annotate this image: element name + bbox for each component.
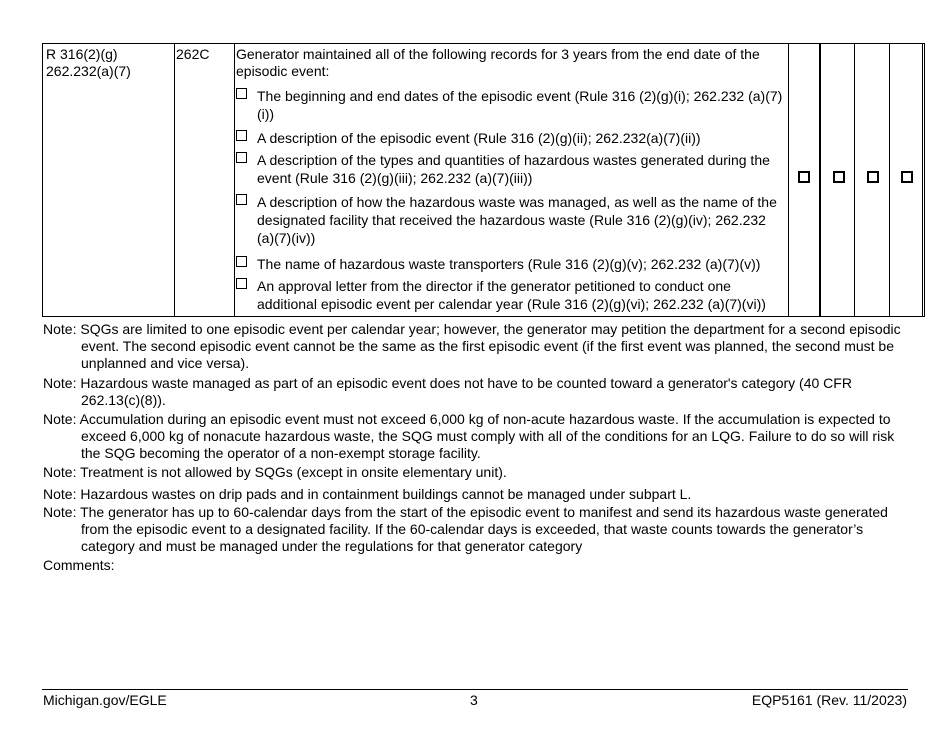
note [43, 486, 913, 503]
form-number: EQP5161 (Rev. 11/2023) [751, 692, 907, 708]
status-checkbox[interactable] [901, 171, 913, 183]
note-text: Note: Accumulation during an episodic event must not exceed 6,000 kg of non-acute hazardous waste. If the accumulation is expected to exceed 6,000 kg of nonacute hazardous waste, the SQG must comply with all of the conditions for an LQG. Failure to do so will risk the SQG becoming the operator of a non-exempt storage facility. [43, 411, 895, 461]
rule-citation [46, 46, 131, 80]
record-checkbox[interactable] [236, 152, 247, 163]
column-divider [922, 44, 923, 316]
note [43, 464, 913, 481]
record-item [236, 151, 786, 187]
record-item [236, 255, 786, 273]
footer-website: Michigan.gov/EGLE [43, 692, 167, 708]
note [43, 375, 913, 409]
record-checkbox[interactable] [236, 130, 247, 141]
requirement-code: 262C [176, 46, 210, 62]
requirement-intro: Generator maintained all of the following records for 3 years from the end date of the episodic event: [236, 46, 760, 79]
page-number: 3 [470, 692, 478, 708]
note-text: Note: The generator has up to 60-calendar days from the start of the episodic event to manifest and send its hazardous waste generated from the episodic event to a designated facility. If the 60-calendar days is exceeded, that waste counts towards the generator’s category and must be managed under the regulations for that generator category [43, 504, 888, 554]
column-divider [234, 44, 235, 316]
note-text: Note: SQGs are limited to one episodic event per calendar year; however, the generator may petition the department for a second episodic event. The second episodic event cannot be the same as the first episodic event (if the first event was planned, the second must be unplanned and vice versa). [43, 321, 901, 371]
rule-citation-line: R 316(2)(g) [46, 46, 118, 62]
column-divider [854, 44, 855, 316]
status-checkbox[interactable] [867, 171, 879, 183]
status-checkbox[interactable] [798, 171, 810, 183]
record-item-text: A description of the episodic event (Rule 316 (2)(g)(ii); 262.232(a)(7)(ii)) [257, 130, 701, 146]
column-divider [889, 44, 890, 316]
record-checkbox[interactable] [236, 194, 247, 205]
footer-divider [42, 689, 908, 690]
column-divider [788, 44, 789, 316]
record-item [236, 129, 786, 147]
record-item-text: A description of the types and quantities of hazardous wastes generated during the event (Rule 316 (2)(g)(iii); 262.232 (a)(7)(iii)) [257, 152, 770, 186]
inspection-table [42, 43, 925, 317]
column-divider [819, 44, 821, 316]
note-text: Note: Hazardous waste managed as part of an episodic event does not have to be counted toward a generator's category (40 CFR 262.13(c)(8)). [43, 375, 852, 408]
note [43, 321, 913, 372]
record-item [236, 277, 786, 313]
note [43, 411, 913, 462]
record-item [236, 193, 786, 247]
record-item-text: The beginning and end dates of the episodic event (Rule 316 (2)(g)(i); 262.232 (a)(7)(i)) [257, 88, 783, 122]
record-checkbox[interactable] [236, 88, 247, 99]
record-item [236, 87, 786, 123]
note-text: Note: Treatment is not allowed by SQGs (except in onsite elementary unit). [43, 464, 507, 480]
record-item-text: The name of hazardous waste transporters (Rule 316 (2)(g)(v); 262.232 (a)(7)(v)) [257, 256, 761, 272]
rule-citation-line: 262.232(a)(7) [46, 63, 131, 79]
comments-label: Comments: [43, 557, 115, 573]
note [43, 504, 913, 555]
status-checkbox[interactable] [833, 171, 845, 183]
note-text: Note: Hazardous wastes on drip pads and in containment buildings cannot be managed under subpart L. [43, 486, 692, 502]
column-divider [174, 44, 175, 316]
record-item-text: A description of how the hazardous waste was managed, as well as the name of the designated facility that received the hazardous waste (Rule 316 (2)(g)(iv); 262.232 (a)(7)(iv)) [257, 194, 777, 246]
record-checkbox[interactable] [236, 256, 247, 267]
record-item-text: An approval letter from the director if the generator petitioned to conduct one additional episodic event per calendar year (Rule 316 (2)(g)(vi); 262.232 (a)(7)(vi)) [257, 278, 766, 312]
record-checkbox[interactable] [236, 278, 247, 289]
